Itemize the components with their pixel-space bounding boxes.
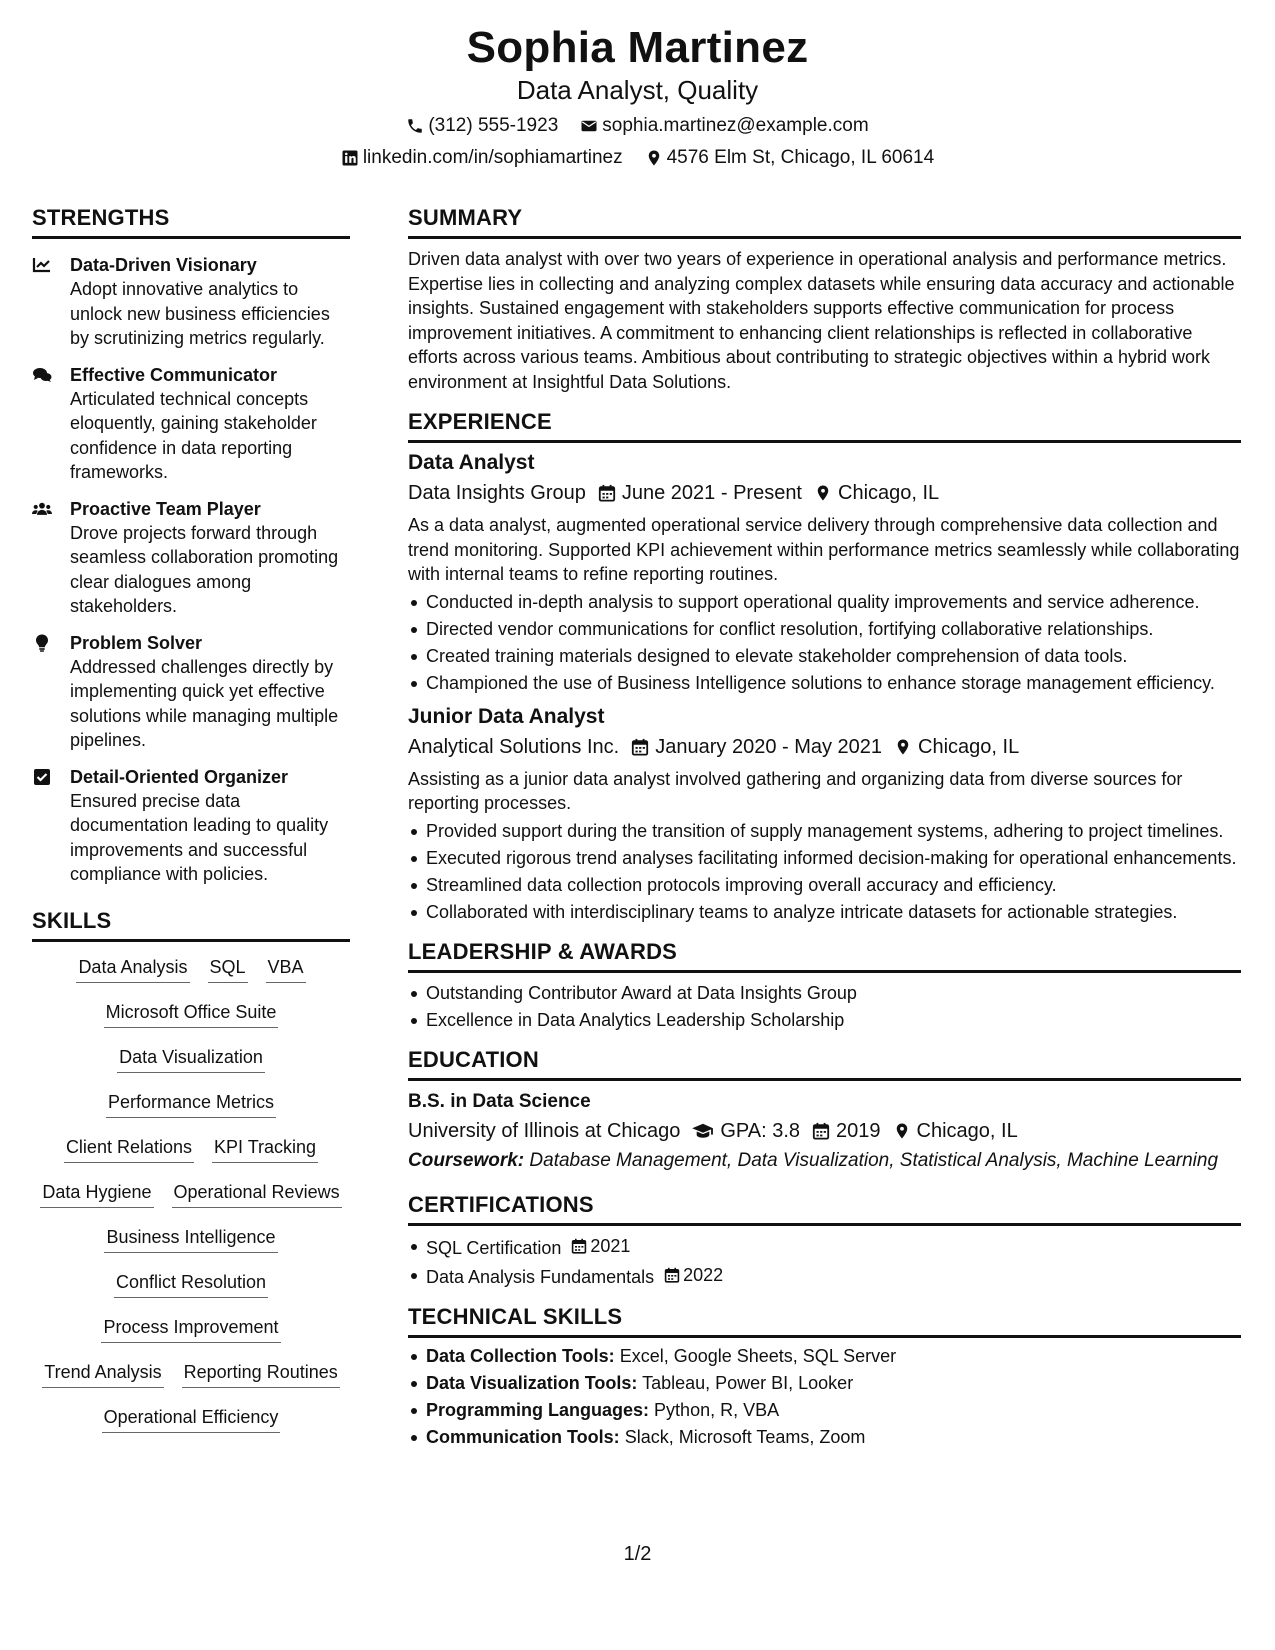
tech-value: Excel, Google Sheets, SQL Server xyxy=(619,1345,897,1366)
job-bullets xyxy=(408,590,1241,695)
users-icon xyxy=(32,500,52,518)
strength-title: Detail-Oriented Organizer xyxy=(70,766,289,787)
experience-section xyxy=(408,408,1241,924)
strength-desc: Ensured precise data documentation leading to quality improvements and successful compliance with policies. xyxy=(70,790,329,884)
list-item xyxy=(408,1425,1241,1449)
graduation-year: 2019 xyxy=(836,1119,881,1142)
contact-row-1 xyxy=(0,114,1275,138)
strength-item xyxy=(32,631,350,753)
skill-row xyxy=(32,1181,350,1226)
check-square-icon xyxy=(32,768,52,786)
skill-tag: VBA xyxy=(266,956,306,983)
summary-text: Driven data analyst with over two years of experience in operational analysis and performance metrics. Expertise lies in collecting and analyzing complex datasets while ensuring data accuracy and actionable insights. Sustained engagement with stakeholders supports effective communication for process improvement initiatives. A commitment to enhancing client relationships is reflected in collaborative efforts across various teams. Ambitious about contributing to strategic objectives within a hybrid work environment at Insightful Data Solutions. xyxy=(408,249,1235,392)
tech-value: Slack, Microsoft Teams, Zoom xyxy=(624,1426,866,1447)
list-item: Executed rigorous trend analyses facilitating informed decision-making for operational enhancements. xyxy=(408,846,1241,870)
leadership-section xyxy=(408,938,1241,1032)
candidate-role: Data Analyst, Quality xyxy=(516,75,759,105)
experience-heading: EXPERIENCE xyxy=(408,408,1241,443)
linkedin-item[interactable] xyxy=(341,146,623,170)
skill-tag: Reporting Routines xyxy=(182,1361,340,1388)
list-item: Streamlined data collection protocols improving overall accuracy and efficiency. xyxy=(408,873,1241,897)
map-pin-icon xyxy=(894,738,912,756)
linkedin-text[interactable]: linkedin.com/in/sophiamartinez xyxy=(362,147,623,168)
certifications-section xyxy=(408,1191,1241,1289)
technical-skills-heading: TECHNICAL SKILLS xyxy=(408,1303,1241,1338)
calendar-icon xyxy=(631,738,649,756)
calendar-icon xyxy=(664,1267,680,1283)
strength-desc: Addressed challenges directly by implementing quick yet effective solutions while managing multiple pipelines. xyxy=(70,656,339,750)
skill-tag: Trend Analysis xyxy=(42,1361,163,1388)
coursework-label: Coursework: xyxy=(408,1149,525,1171)
skill-tag: Client Relations xyxy=(64,1136,194,1163)
skills-list xyxy=(32,956,350,1451)
skill-tag: SQL xyxy=(208,956,248,983)
strength-item xyxy=(32,497,350,619)
tech-label: Communication Tools: xyxy=(426,1426,620,1447)
job-location: Chicago, IL xyxy=(838,482,940,504)
skill-tag: Data Visualization xyxy=(117,1046,265,1073)
list-item: Created training materials designed to elevate stakeholder comprehension of data tools. xyxy=(408,644,1241,668)
coursework-text: Database Management, Data Visualization, Statistical Analysis, Machine Learning xyxy=(529,1149,1219,1171)
chart-line-icon xyxy=(32,256,52,274)
skill-row xyxy=(32,1136,350,1181)
comments-icon xyxy=(32,366,52,384)
education-heading: EDUCATION xyxy=(408,1046,1241,1081)
skill-row xyxy=(32,1316,350,1361)
phone-item xyxy=(406,114,558,138)
certifications-heading: CERTIFICATIONS xyxy=(408,1191,1241,1226)
tech-value: Python, R, VBA xyxy=(654,1399,780,1420)
job-location: Chicago, IL xyxy=(918,735,1020,758)
list-item xyxy=(408,1234,1241,1260)
school-location: Chicago, IL xyxy=(916,1119,1018,1142)
skill-row xyxy=(32,1361,350,1406)
list-item: Outstanding Contributor Award at Data Insights Group xyxy=(408,981,1241,1005)
list-item xyxy=(408,1398,1241,1422)
list-item xyxy=(408,1371,1241,1395)
job-description: Assisting as a junior data analyst involved gathering and organizing data from diverse sources for reporting processes. xyxy=(408,768,1183,813)
strengths-heading: STRENGTHS xyxy=(32,204,350,239)
map-pin-icon xyxy=(814,484,832,502)
strength-title: Problem Solver xyxy=(70,632,203,653)
skill-tag: KPI Tracking xyxy=(212,1136,318,1163)
cert-year: 2022 xyxy=(683,1264,724,1285)
job-dates: June 2021 - Present xyxy=(621,482,802,504)
email-item[interactable] xyxy=(580,114,868,138)
resume-columns xyxy=(32,204,1243,1451)
technical-skills-list xyxy=(408,1344,1241,1449)
cert-name: SQL Certification xyxy=(426,1237,562,1258)
strength-title: Proactive Team Player xyxy=(70,498,261,519)
skills-heading: SKILLS xyxy=(32,907,350,942)
skill-row xyxy=(32,1091,350,1136)
skill-tag: Performance Metrics xyxy=(106,1091,276,1118)
leadership-list xyxy=(408,981,1241,1032)
job-bullets xyxy=(408,819,1241,924)
contact-row-2 xyxy=(0,146,1275,170)
job-company: Data Insights Group xyxy=(408,482,586,504)
list-item xyxy=(408,1344,1241,1368)
skill-tag: Data Analysis xyxy=(76,956,189,983)
job-entry xyxy=(408,703,1241,924)
right-column xyxy=(408,204,1241,1451)
degree-title: B.S. in Data Science xyxy=(408,1090,591,1112)
calendar-icon xyxy=(571,1238,587,1254)
tech-label: Data Visualization Tools: xyxy=(426,1372,638,1393)
lightbulb-icon xyxy=(32,634,52,652)
left-column xyxy=(32,204,350,1451)
skill-tag: Operational Reviews xyxy=(172,1181,342,1208)
strength-item xyxy=(32,363,350,485)
strength-title: Data-Driven Visionary xyxy=(70,255,257,275)
skill-row xyxy=(32,1271,350,1316)
skill-row xyxy=(32,1406,350,1451)
list-item: Collaborated with interdisciplinary teams to analyze intricate datasets for actionable strategies. xyxy=(408,900,1241,924)
skill-row xyxy=(32,1046,350,1091)
school-name: University of Illinois at Chicago xyxy=(408,1119,681,1142)
job-description: As a data analyst, augmented operational service delivery through comprehensive data collection and trend monitoring. Supported KPI achievement within performance metrics seamlessly while collaborating with internal teams to refine reporting routines. xyxy=(408,515,1240,584)
skill-row xyxy=(32,1226,350,1271)
list-item: Directed vendor communications for conflict resolution, fortifying collaborative relationships. xyxy=(408,617,1241,641)
phone-icon xyxy=(406,117,424,135)
skill-tag: Microsoft Office Suite xyxy=(104,1001,279,1028)
phone-text: (312) 555-1923 xyxy=(428,115,559,136)
skill-row xyxy=(32,1001,350,1046)
job-title: Junior Data Analyst xyxy=(408,704,605,728)
cert-name: Data Analysis Fundamentals xyxy=(426,1266,655,1287)
calendar-icon xyxy=(598,484,616,502)
leadership-heading: LEADERSHIP & AWARDS xyxy=(408,938,1241,973)
certifications-list xyxy=(408,1234,1241,1289)
address-text: 4576 Elm St, Chicago, IL 60614 xyxy=(666,147,935,168)
strength-title: Effective Communicator xyxy=(70,364,278,385)
tech-label: Programming Languages: xyxy=(426,1399,650,1420)
job-title: Data Analyst xyxy=(408,451,535,474)
skill-tag: Process Improvement xyxy=(101,1316,280,1343)
list-item: Championed the use of Business Intelligence solutions to enhance storage management efficiency. xyxy=(408,671,1241,695)
tech-value: Tableau, Power BI, Looker xyxy=(642,1372,854,1393)
strength-desc: Articulated technical concepts eloquently, gaining stakeholder confidence in data reporting frameworks. xyxy=(70,388,317,482)
envelope-icon xyxy=(580,117,598,135)
list-item xyxy=(408,1263,1241,1289)
job-meta xyxy=(408,733,1241,761)
page-number: 1/2 xyxy=(623,1543,652,1565)
resume-header xyxy=(0,0,1275,170)
calendar-icon xyxy=(812,1122,830,1140)
job-meta xyxy=(408,479,1241,507)
coursework xyxy=(408,1149,1241,1173)
job-company: Analytical Solutions Inc. xyxy=(408,735,620,758)
address-item xyxy=(645,146,935,170)
list-item: Provided support during the transition of supply management systems, adhering to project timelines. xyxy=(408,819,1241,843)
candidate-name: Sophia Martinez xyxy=(466,23,809,72)
strength-desc: Drove projects forward through seamless collaboration promoting clear dialogues among stakeholders. xyxy=(70,522,339,616)
list-item: Excellence in Data Analytics Leadership Scholarship xyxy=(408,1008,1241,1032)
skill-tag: Business Intelligence xyxy=(104,1226,277,1253)
tech-label: Data Collection Tools: xyxy=(426,1345,615,1366)
skill-tag: Operational Efficiency xyxy=(102,1406,281,1433)
job-dates: January 2020 - May 2021 xyxy=(655,735,883,758)
graduation-cap-icon xyxy=(692,1122,714,1140)
summary-heading: SUMMARY xyxy=(408,204,1241,239)
skill-tag: Conflict Resolution xyxy=(114,1271,268,1298)
strength-desc: Adopt innovative analytics to unlock new business efficiencies by scrutinizing metrics regularly. xyxy=(70,279,330,348)
education-section xyxy=(408,1046,1241,1173)
technical-skills-section xyxy=(408,1303,1241,1449)
map-pin-icon xyxy=(645,149,663,167)
education-meta xyxy=(408,1117,1241,1145)
strength-item xyxy=(32,253,350,351)
map-pin-icon xyxy=(893,1122,911,1140)
list-item: Conducted in-depth analysis to support operational quality improvements and service adherence. xyxy=(408,590,1241,614)
job-entry xyxy=(408,449,1241,695)
linkedin-icon xyxy=(341,149,359,167)
cert-year: 2021 xyxy=(590,1235,631,1256)
strength-item xyxy=(32,765,350,887)
skill-tag: Data Hygiene xyxy=(40,1181,153,1208)
skill-row xyxy=(32,956,350,1001)
gpa-text: GPA: 3.8 xyxy=(720,1119,801,1142)
email-text[interactable]: sophia.martinez@example.com xyxy=(602,115,869,136)
